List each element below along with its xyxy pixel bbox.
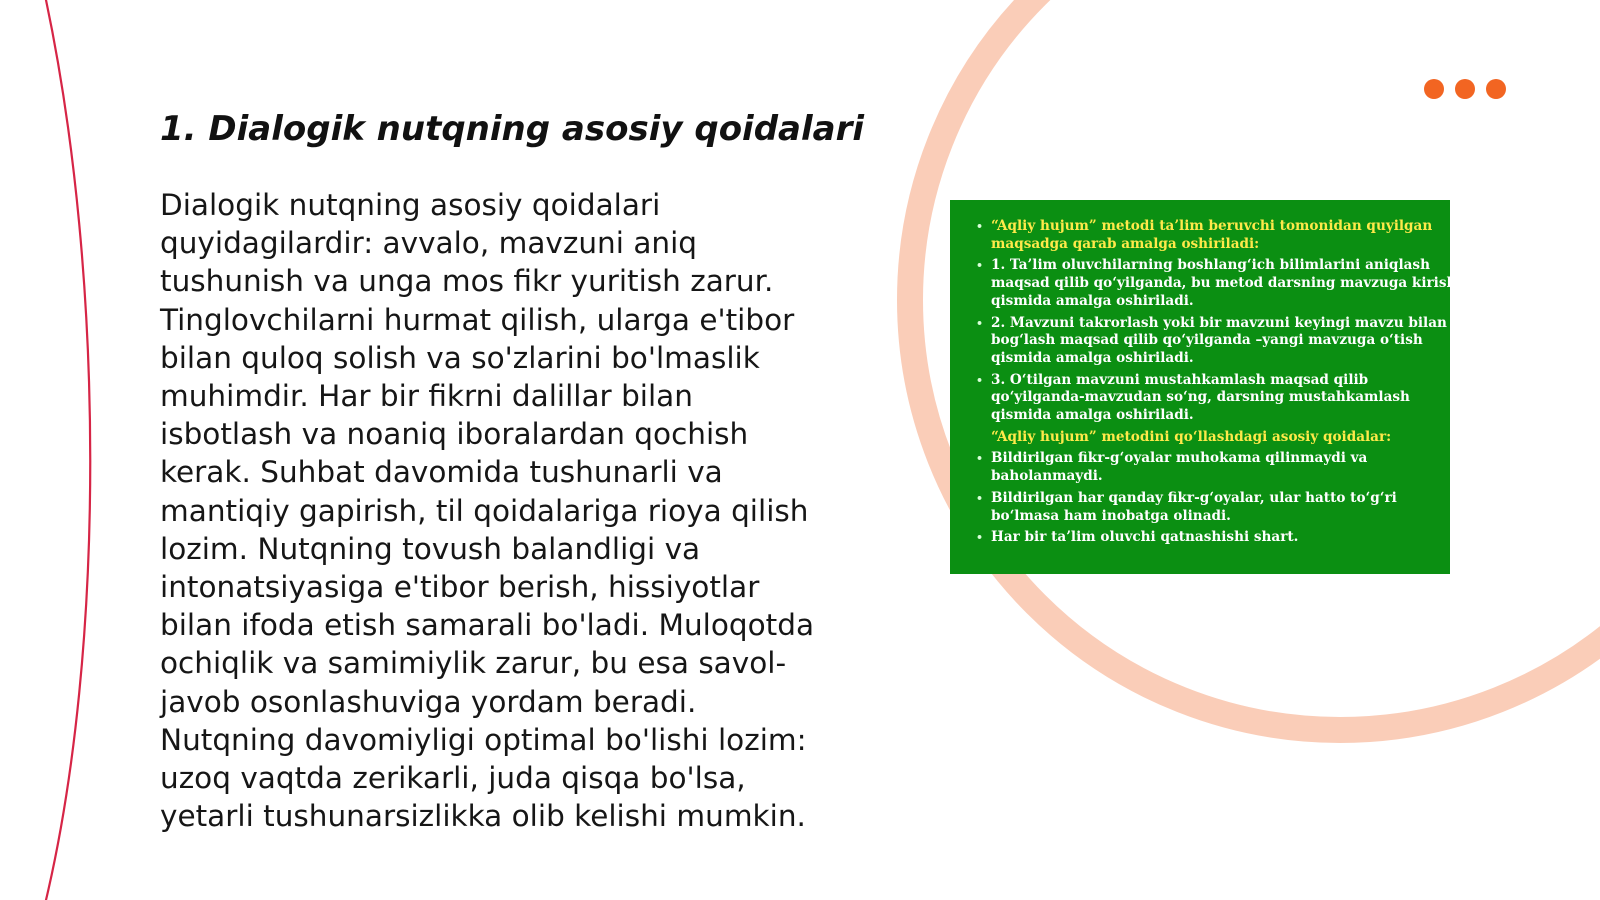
body-line: muhimdir. Har bir fikrni dalillar bilan [160,379,693,414]
bullet-icon: • [976,491,984,505]
panel-list-item [972,314,1447,368]
panel-list-item [972,429,1428,447]
bullet-icon: • [976,220,984,233]
body-line: isbotlash va noaniq iboralardan qochish [160,417,749,452]
panel-list-item [972,257,1457,310]
body-line: Nutqning davomiyligi optimal bo'lishi lozim: [160,722,807,757]
panel-line: maqsadga qarab amalga oshiriladi: [991,235,1260,252]
panel-line: bo‘lmasa ham inobatga olinadi. [991,507,1231,524]
body-line: quyidagilardir: avvalo, mavzuni aniq [160,226,698,261]
panel-list-item [972,218,1433,253]
panel-line: “Aqliy hujum” metodini qo‘llashdagi asosiy qoidalar: [991,428,1392,445]
panel-line: 2. Mavzuni takrorlash yoki bir mavzuni keyingi mavzu bilan [991,314,1447,331]
panel-line: Bildirilgan fikr-g‘oyalar muhokama qilinmaydi va [991,450,1368,467]
bullet-icon: • [976,531,984,545]
body-line: yetarli tushunarsizlikka olib kelishi mumkin. [160,799,806,834]
panel-line: qo‘yilganda-mavzudan so‘ng, darsning mustahkamlash [991,389,1410,406]
panel-line: baholanmaydi. [991,468,1103,485]
panel-line: 3. O‘tilgan mavzuni mustahkamlash maqsad qilib [991,371,1369,388]
panel-line: qismida amalga oshiriladi. [991,407,1194,424]
green-info-image [950,200,1457,574]
dot-icon [1424,79,1444,99]
panel-list-item [972,450,1428,485]
left-curve-line [46,0,90,900]
body-line: ochiqlik va samimiylik zarur, bu esa savol- [160,646,787,681]
body-line: lozim. Nutqning tovush balandligi va [160,531,701,566]
panel-line: qismida amalga oshiriladi. [991,292,1194,309]
body-line: bilan ifoda etish samarali bo'ladi. Muloqotda [160,608,815,643]
panel-line: Bildirilgan har qanday fikr-g‘oyalar, ular hatto to‘g‘ri [991,489,1397,506]
pagination-dots [1424,79,1506,99]
body-line: mantiqiy gapirish, til qoidalariga rioya qilish [160,493,809,528]
panel-line: maqsad qilib qo‘yilganda, bu metod darsning mavzuga kirish [991,275,1457,292]
bullet-icon: • [976,316,984,330]
body-line: Tinglovchilarni hurmat qilish, ularga e'tibor [160,302,795,337]
panel-line: 1. Ta’lim oluvchilarning boshlang‘ich bilimlarini aniqlash [991,257,1430,274]
slide-title: 1. Dialogik nutqning asosiy qoidalari [160,109,865,149]
dot-icon [1486,79,1506,99]
body-line: bilan quloq solish va so'zlarini bo'lmaslik [160,340,760,375]
body-paragraph [160,186,840,835]
panel-line: “Aqliy hujum” metodi ta’lim beruvchi tomonidan quyilgan [991,218,1433,234]
body-line: uzoq vaqtda zerikarli, juda qisqa bo'lsa, [160,761,746,796]
body-line: javob osonlashuviga yordam beradi. [160,684,697,719]
body-line: tushunish va unga mos fikr yuritish zarur. [160,264,774,299]
panel-list-item [972,529,1428,547]
panel-list-item [972,372,1428,425]
body-line: kerak. Suhbat davomida tushunarli va [160,455,723,490]
bullet-icon: • [976,452,984,466]
panel-line: Har bir ta’lim oluvchi qatnashishi shart. [991,529,1299,546]
body-line: Dialogik nutqning asosiy qoidalari [160,188,661,222]
panel-line: bog‘lash maqsad qilib qo‘yilganda –yangi mavzuga o‘tish [991,332,1423,349]
bullet-icon: • [976,259,984,273]
bullet-icon: • [976,373,984,387]
dot-icon [1455,79,1475,99]
body-line: intonatsiyasiga e'tibor berish, hissiyotlar [160,570,760,605]
panel-list-item [972,490,1428,525]
panel-line: qismida amalga oshiriladi. [991,349,1194,366]
